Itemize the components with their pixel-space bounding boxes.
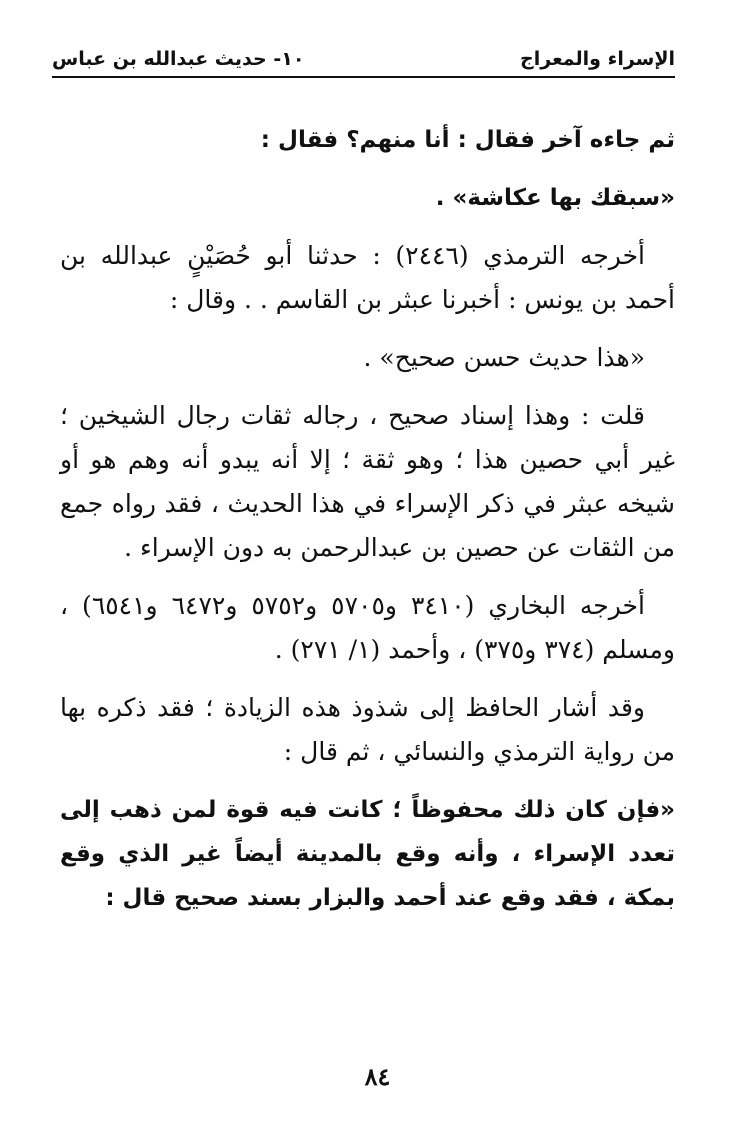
page-body <box>60 118 675 934</box>
chapter-title: ١٠- حديث عبدالله بن عباس <box>52 48 305 70</box>
paragraph-7: وقد أشار الحافظ إلى شذوذ هذه الزيادة ؛ فقد ذكره بها من رواية الترمذي والنسائي ، ثم قال : <box>60 693 675 766</box>
paragraph-2: «سبقك بها عكاشة» . <box>435 185 675 211</box>
paragraph-5: قلت : وهذا إسناد صحيح ، رجاله ثقات رجال الشيخين ؛ غير أبي حصين هذا ؛ وهو ثقة ؛ إلا أنه يبدو أنه وهم هو أو شيخه عبثر في ذكر الإسراء في هذا الحديث ، فقد رواه جمع من الثقات عن حصين بن عبدالرحمن به دون الإسراء . <box>60 401 675 562</box>
page-number: ٨٤ <box>364 1062 391 1091</box>
paragraph-6: أخرجه البخاري (٣٤١٠ و٥٧٠٥ و٥٧٥٢ و٦٤٧٢ و٦٥٤١) ، ومسلم (٣٧٤ و٣٧٥) ، وأحمد (١/ ٢٧١) . <box>60 591 675 664</box>
book-title: الإسراء والمعراج <box>520 48 675 70</box>
paragraph-1: ثم جاءه آخر فقال : أنا منهم؟ فقال : <box>260 127 675 153</box>
paragraph-4: «هذا حديث حسن صحيح» . <box>363 343 645 372</box>
paragraph-8: «فإن كان ذلك محفوظاً ؛ كانت فيه قوة لمن ذهب إلى تعدد الإسراء ، وأنه وقع بالمدينة أيضاً غير الذي وقع بمكة ، فقد وقع عند أحمد والبزار بسند صحيح قال : <box>60 797 675 911</box>
paragraph-3: أخرجه الترمذي (٢٤٤٦) : حدثنا أبو حُصَيْنٍ عبدالله بن أحمد بن يونس : أخبرنا عبثر بن القاسم . . وقال : <box>60 241 675 314</box>
running-header <box>52 30 675 70</box>
header-divider <box>52 76 675 78</box>
